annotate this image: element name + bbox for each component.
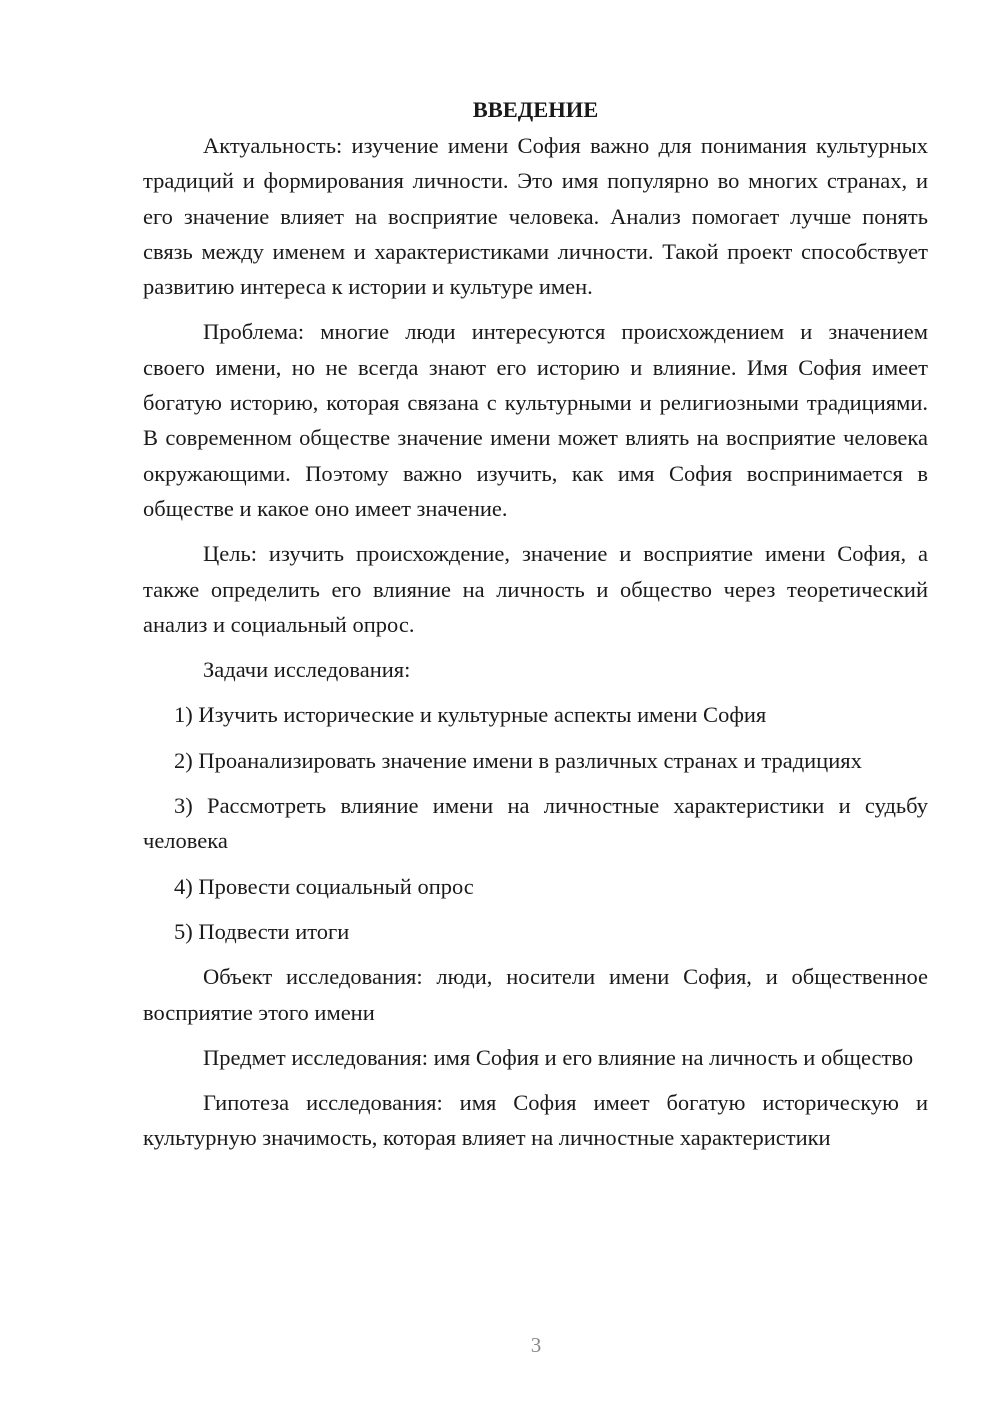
task-item: 3) Рассмотреть влияние имени на личностные характеристики и судьбу человека (143, 793, 928, 854)
goal-paragraph: Цель: изучить происхождение, значение и восприятие имени София, а также определить его влияние на личность и общество через теоретический анализ и социальный опрос. (143, 541, 928, 637)
tasks-heading: Задачи исследования: (203, 657, 411, 683)
page-number: 3 (530, 1333, 542, 1357)
document-page (143, 92, 928, 1166)
task-item: 5) Подвести итоги (174, 918, 350, 944)
section-title: ВВЕДЕНИЕ (472, 97, 599, 122)
relevance-paragraph: Актуальность: изучение имени София важно для понимания культурных традиций и формирования личности. Это имя популярно во многих странах, и его значение влияет на восприятие человека. Анализ помогает лучше понять связь между именем и характеристиками личности. Такой проект способствует развитию интереса к истории и культуре имен. (143, 133, 928, 300)
object-paragraph: Объект исследования: люди, носители имени София, и общественное восприятие этого имени (143, 964, 928, 1025)
subject-paragraph: Предмет исследования: имя София и его влияние на личность и общество (203, 1044, 914, 1070)
task-item: 1) Изучить исторические и культурные аспекты имени София (174, 702, 767, 728)
task-item: 4) Провести социальный опрос (174, 873, 474, 899)
task-item: 2) Проанализировать значение имени в различных странах и традициях (174, 747, 862, 773)
problem-paragraph: Проблема: многие люди интересуются происхождением и значением своего имени, но не всегда знают его историю и влияние. Имя София имеет богатую историю, которая связана с культурными и религиозными традициями. В современном обществе значение имени может влиять на восприятие человека окружающими. Поэтому важно изучить, как имя София воспринимается в обществе и какое оно имеет значение. (143, 319, 928, 521)
hypothesis-paragraph: Гипотеза исследования: имя София имеет богатую историческую и культурную значимость, которая влияет на личностные характеристики (143, 1090, 928, 1151)
